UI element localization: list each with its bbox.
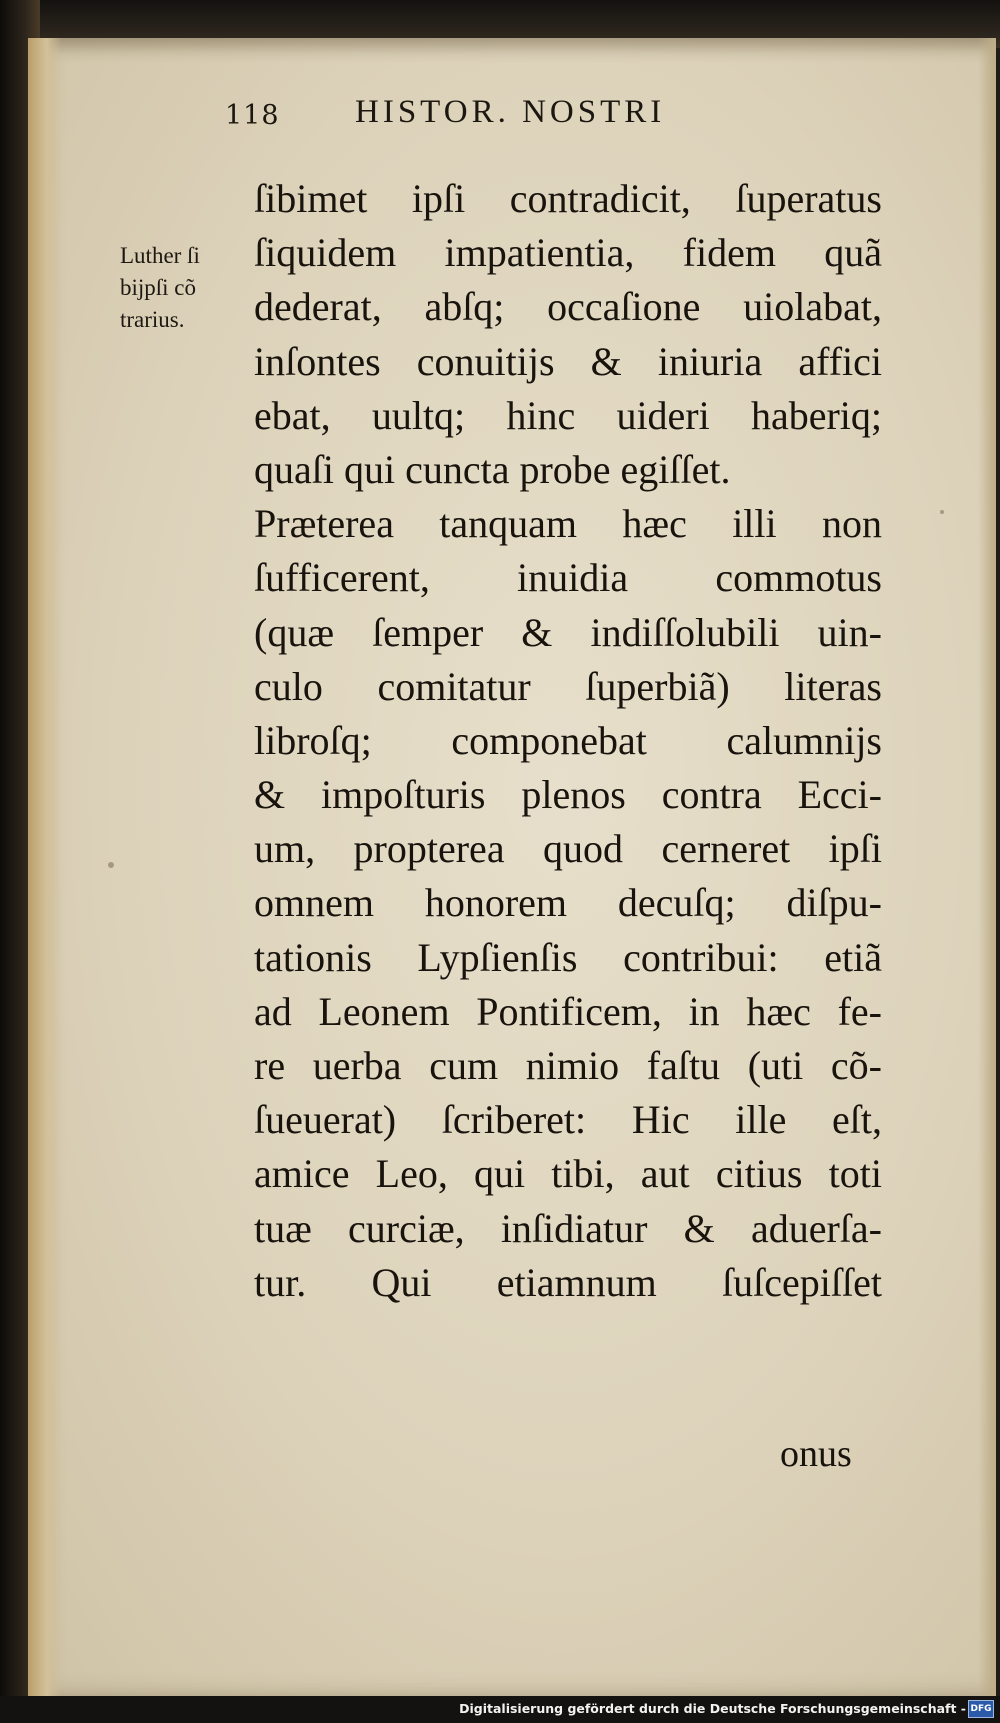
page-edge-shadow	[978, 38, 996, 1696]
text-line: omnem honorem decuſq; diſpu-	[254, 880, 882, 926]
marginal-note-line: Luther ſi	[120, 243, 200, 268]
text-line: culo comitatur ſuperbiã) literas	[254, 663, 882, 709]
catchword: onus	[780, 1433, 852, 1475]
text-line: tur. Qui etiamnum ſuſcepiſſet	[254, 1259, 882, 1305]
marginal-note-line: bijpſi cõ	[120, 275, 197, 300]
paper-speck	[940, 510, 944, 514]
text-line: tuæ curciæ, inſidiatur & aduerſa-	[254, 1205, 882, 1251]
text-line: tationis Lypſienſis contribui: etiã	[254, 934, 882, 980]
text-line: & impoſturis plenos contra Ecci-	[254, 772, 882, 818]
text-line: (quæ ſemper & indiſſolubili uin-	[254, 609, 882, 655]
text-line: ſiquidem impatientia, fidem quã	[254, 230, 882, 276]
marginal-note-line: trarius.	[120, 307, 185, 332]
text-line: ſufficerent, inuidia commotus	[254, 555, 882, 601]
text-line: ſueuerat) ſcriberet: Hic ille eſt,	[254, 1097, 882, 1143]
text-line: quaſi qui cuncta probe egiſſet.	[254, 446, 731, 492]
text-line: inſontes conuitijs & iniuria affici	[254, 338, 882, 384]
running-title: HISTOR. NOSTRI	[355, 94, 666, 130]
page-number: 118	[225, 100, 280, 131]
paper-speck	[108, 862, 114, 868]
dfg-logo: DFG	[968, 1700, 994, 1718]
text-line: ad Leonem Pontificem, in hæc fe-	[254, 988, 882, 1034]
text-line: ſibimet ipſi contradicit, ſuperatus	[254, 176, 882, 221]
text-line: libroſq; componebat calumnijs	[254, 717, 882, 763]
marginal-note	[120, 240, 260, 336]
text-line: um, propterea quod cerneret ipſi	[254, 826, 882, 872]
text-line: dederat, abſq; occaſione uiolabat,	[254, 284, 882, 330]
text-line: amice Leo, qui tibi, aut citius toti	[254, 1151, 882, 1197]
text-line: ebat, uultq; hinc uideri haberiq;	[254, 392, 882, 438]
page-header	[225, 90, 865, 142]
text-line: re uerba cum nimio faſtu (uti cõ-	[254, 1043, 882, 1088]
footer-credit: Digitalisierung gefördert durch die Deutsche Forschungsgemeinschaft -	[459, 1701, 966, 1716]
page-gutter-shadow	[28, 38, 62, 1696]
text-line: Præterea tanquam hæc illi non	[254, 501, 882, 547]
body-text	[254, 172, 882, 1310]
